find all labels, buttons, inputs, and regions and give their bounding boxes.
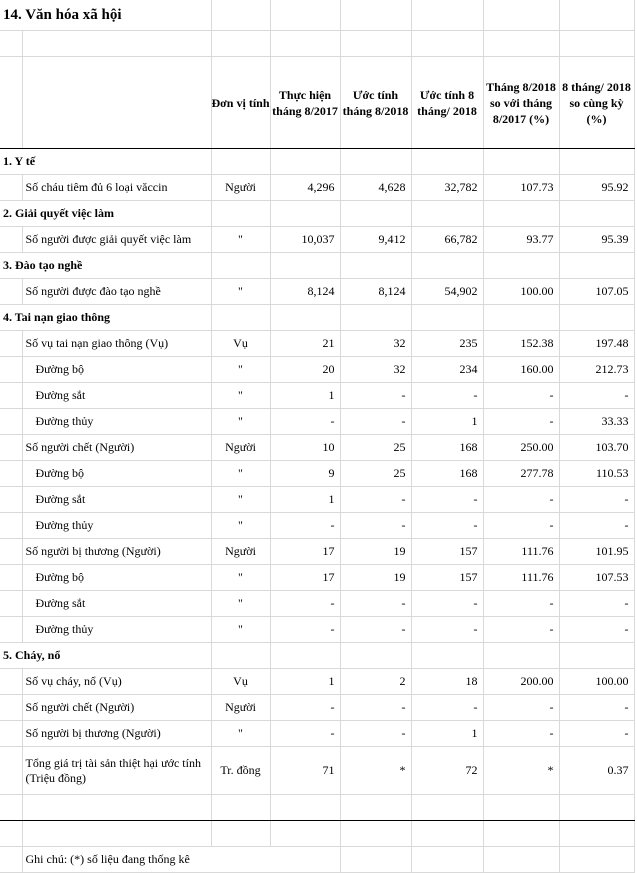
- row-label: Số vụ tai nạn giao thông (Vụ): [22, 331, 211, 357]
- value-cell: 95.39: [559, 227, 634, 253]
- value-cell: -: [411, 591, 483, 617]
- row-unit: ": [211, 487, 270, 513]
- table-row: [0, 513, 634, 539]
- table-row: [0, 695, 634, 721]
- header-estimate-8-2018: Ước tính tháng 8/2018: [340, 57, 411, 149]
- row-unit: ": [211, 617, 270, 643]
- value-cell: -: [411, 513, 483, 539]
- row-unit: Người: [211, 175, 270, 201]
- value-cell: 277.78: [483, 461, 559, 487]
- row-label: Số vụ cháy, nổ (Vụ): [22, 669, 211, 695]
- value-cell: 235: [411, 331, 483, 357]
- value-cell: 33.33: [559, 409, 634, 435]
- row-label: Số người được giải quyết việc làm: [22, 227, 211, 253]
- value-cell: 157: [411, 565, 483, 591]
- value-cell: -: [559, 591, 634, 617]
- footnote: Ghi chú: (*) số liệu đang thống kê: [22, 847, 340, 873]
- header-actual-8-2017: Thực hiện tháng 8/2017: [270, 57, 340, 149]
- section-label: 5. Cháy, nổ: [0, 643, 211, 669]
- value-cell: 157: [411, 539, 483, 565]
- row-label: Đường bộ: [22, 461, 211, 487]
- section-label: 2. Giải quyết việc làm: [0, 201, 211, 227]
- note-row: [0, 847, 634, 873]
- row-unit: ": [211, 409, 270, 435]
- row-label: Số người bị thương (Người): [22, 539, 211, 565]
- blank-row: [0, 821, 634, 847]
- value-cell: *: [483, 747, 559, 795]
- row-unit: Người: [211, 695, 270, 721]
- row-unit: ": [211, 591, 270, 617]
- value-cell: -: [340, 591, 411, 617]
- header-unit: Đơn vị tính: [211, 57, 270, 149]
- row-label: Đường thủy: [22, 617, 211, 643]
- value-cell: -: [340, 695, 411, 721]
- value-cell: 18: [411, 669, 483, 695]
- value-cell: -: [270, 409, 340, 435]
- row-label: Đường sắt: [22, 591, 211, 617]
- value-cell: 32: [340, 331, 411, 357]
- value-cell: 95.92: [559, 175, 634, 201]
- row-unit: Người: [211, 435, 270, 461]
- value-cell: *: [340, 747, 411, 795]
- value-cell: 212.73: [559, 357, 634, 383]
- row-label: Đường thủy: [22, 513, 211, 539]
- table-row: [0, 721, 634, 747]
- section-row: [0, 643, 634, 669]
- value-cell: 250.00: [483, 435, 559, 461]
- value-cell: 71: [270, 747, 340, 795]
- value-cell: -: [483, 383, 559, 409]
- value-cell: -: [340, 513, 411, 539]
- value-cell: 19: [340, 539, 411, 565]
- value-cell: -: [559, 617, 634, 643]
- value-cell: -: [483, 513, 559, 539]
- value-cell: -: [340, 487, 411, 513]
- row-label: Đường sắt: [22, 487, 211, 513]
- value-cell: 100.00: [559, 669, 634, 695]
- table-row: [0, 461, 634, 487]
- row-label: Số người chết (Người): [22, 435, 211, 461]
- row-label: Đường bộ: [22, 357, 211, 383]
- value-cell: -: [483, 695, 559, 721]
- sheet-title-cell: [0, 0, 211, 31]
- value-cell: 1: [411, 409, 483, 435]
- table-row: [0, 227, 634, 253]
- value-cell: -: [340, 409, 411, 435]
- sheet-title: 14. Văn hóa xã hội: [3, 6, 122, 23]
- value-cell: 4,628: [340, 175, 411, 201]
- value-cell: -: [559, 721, 634, 747]
- value-cell: -: [411, 617, 483, 643]
- value-cell: 2: [340, 669, 411, 695]
- value-cell: 1: [270, 487, 340, 513]
- section-row: [0, 201, 634, 227]
- value-cell: 103.70: [559, 435, 634, 461]
- row-label: Đường bộ: [22, 565, 211, 591]
- value-cell: 25: [340, 461, 411, 487]
- value-cell: -: [270, 591, 340, 617]
- value-cell: 32,782: [411, 175, 483, 201]
- header-ytd-ratio: 8 tháng/ 2018 so cùng kỳ (%): [559, 57, 634, 149]
- header-estimate-8-months-2018: Ước tính 8 tháng/ 2018: [411, 57, 483, 149]
- row-label: Số người bị thương (Người): [22, 721, 211, 747]
- value-cell: -: [483, 617, 559, 643]
- value-cell: 100.00: [483, 279, 559, 305]
- value-cell: 20: [270, 357, 340, 383]
- section-label: 1. Y tế: [0, 149, 211, 175]
- title-row: [0, 0, 634, 31]
- value-cell: 200.00: [483, 669, 559, 695]
- table-row: [0, 279, 634, 305]
- table-row: [0, 331, 634, 357]
- value-cell: -: [340, 617, 411, 643]
- value-cell: -: [559, 383, 634, 409]
- value-cell: -: [270, 513, 340, 539]
- table-row: [0, 669, 634, 695]
- value-cell: 197.48: [559, 331, 634, 357]
- row-unit: ": [211, 227, 270, 253]
- value-cell: 10,037: [270, 227, 340, 253]
- value-cell: 19: [340, 565, 411, 591]
- row-unit: Vụ: [211, 331, 270, 357]
- value-cell: -: [483, 409, 559, 435]
- value-cell: -: [483, 591, 559, 617]
- value-cell: -: [411, 383, 483, 409]
- row-unit: ": [211, 513, 270, 539]
- value-cell: -: [411, 695, 483, 721]
- value-cell: 8,124: [270, 279, 340, 305]
- value-cell: 1: [270, 383, 340, 409]
- value-cell: 234: [411, 357, 483, 383]
- value-cell: -: [483, 721, 559, 747]
- section-label: 3. Đào tạo nghề: [0, 253, 211, 279]
- table-row: [0, 357, 634, 383]
- row-unit: ": [211, 721, 270, 747]
- value-cell: -: [559, 695, 634, 721]
- value-cell: 107.53: [559, 565, 634, 591]
- value-cell: 93.77: [483, 227, 559, 253]
- value-cell: 9: [270, 461, 340, 487]
- value-cell: 9,412: [340, 227, 411, 253]
- section-row: [0, 149, 634, 175]
- value-cell: -: [270, 617, 340, 643]
- section-label: 4. Tai nạn giao thông: [0, 305, 211, 331]
- table-row: [0, 539, 634, 565]
- value-cell: 110.53: [559, 461, 634, 487]
- row-unit: ": [211, 279, 270, 305]
- value-cell: -: [270, 721, 340, 747]
- row-label: Số người được đào tạo nghề: [22, 279, 211, 305]
- value-cell: -: [483, 487, 559, 513]
- value-cell: 32: [340, 357, 411, 383]
- table-row: [0, 435, 634, 461]
- value-cell: 111.76: [483, 565, 559, 591]
- row-unit: ": [211, 565, 270, 591]
- value-cell: 4,296: [270, 175, 340, 201]
- section-row: [0, 253, 634, 279]
- value-cell: 168: [411, 435, 483, 461]
- row-unit: ": [211, 461, 270, 487]
- value-cell: 21: [270, 331, 340, 357]
- header-row: [0, 57, 634, 149]
- row-label: Tổng giá trị tài sản thiệt hại ước tính (Triệu đồng): [22, 747, 211, 795]
- value-cell: 10: [270, 435, 340, 461]
- row-unit: ": [211, 357, 270, 383]
- table-row: [0, 565, 634, 591]
- section-row: [0, 305, 634, 331]
- value-cell: 152.38: [483, 331, 559, 357]
- value-cell: -: [559, 513, 634, 539]
- value-cell: 107.73: [483, 175, 559, 201]
- value-cell: 72: [411, 747, 483, 795]
- row-label: Đường thủy: [22, 409, 211, 435]
- row-unit: Tr. đồng: [211, 747, 270, 795]
- table-row: [0, 617, 634, 643]
- table-row: [0, 591, 634, 617]
- blank-row: [0, 795, 634, 821]
- value-cell: 54,902: [411, 279, 483, 305]
- row-unit: ": [211, 383, 270, 409]
- value-cell: 17: [270, 539, 340, 565]
- value-cell: 17: [270, 565, 340, 591]
- row-unit: Vụ: [211, 669, 270, 695]
- value-cell: 160.00: [483, 357, 559, 383]
- value-cell: 101.95: [559, 539, 634, 565]
- value-cell: 8,124: [340, 279, 411, 305]
- table-row: [0, 175, 634, 201]
- row-label: Số người chết (Người): [22, 695, 211, 721]
- value-cell: 66,782: [411, 227, 483, 253]
- value-cell: 1: [411, 721, 483, 747]
- row-label: Số cháu tiêm đủ 6 loại văccin: [22, 175, 211, 201]
- value-cell: 1: [270, 669, 340, 695]
- value-cell: 107.05: [559, 279, 634, 305]
- blank-row: [0, 31, 634, 57]
- value-cell: -: [559, 487, 634, 513]
- header-month-ratio: Tháng 8/2018 so với tháng 8/2017 (%): [483, 57, 559, 149]
- value-cell: -: [340, 383, 411, 409]
- value-cell: 111.76: [483, 539, 559, 565]
- value-cell: -: [411, 487, 483, 513]
- table-row: [0, 487, 634, 513]
- table-row: [0, 747, 634, 795]
- value-cell: 25: [340, 435, 411, 461]
- value-cell: 168: [411, 461, 483, 487]
- table-row: [0, 409, 634, 435]
- row-label: Đường sắt: [22, 383, 211, 409]
- row-unit: Người: [211, 539, 270, 565]
- table-row: [0, 383, 634, 409]
- value-cell: 0.37: [559, 747, 634, 795]
- value-cell: -: [340, 721, 411, 747]
- value-cell: -: [270, 695, 340, 721]
